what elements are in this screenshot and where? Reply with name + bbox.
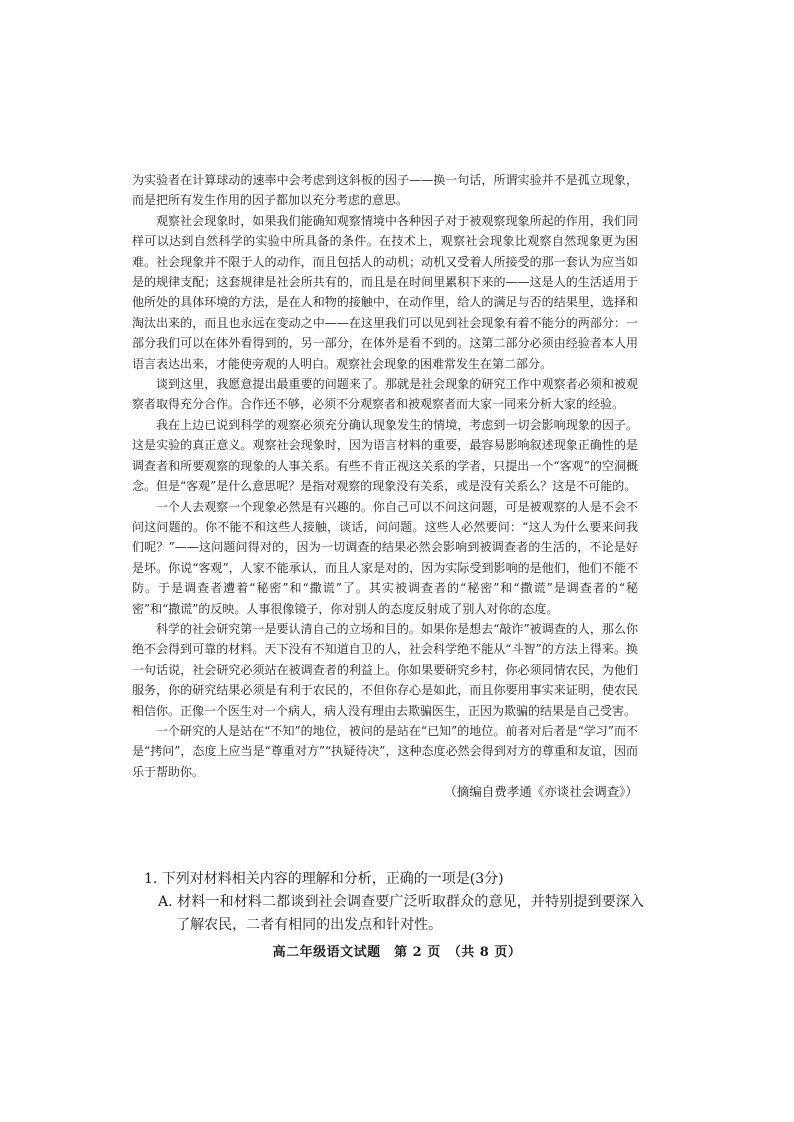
passage-source: （摘编自费孝通《亦谈社会调查》） bbox=[444, 784, 638, 800]
passage-paragraph-4: 我在上边已说到科学的观察必须充分确认现象发生的情境，考虑到一切会影响现象的因子。这是实验的真正意义。观察社会现象时，因为语言材料的重要，最容易影响叙述现象正确性的是调查者和所要观察的现象的人事关系。有些不肯正视这关系的学者，只提出一个“客观”的空洞概念。但是“客观”是什么意思呢？是指对观察的现象没有关系，或是没有关系么？这是不可能的。 bbox=[132, 417, 638, 494]
passage-paragraph-3: 谈到这里，我愿意提出最重要的问题来了。那就是社会现象的研究工作中观察者必须和被观察者取得充分合作。合作还不够，必须不分观察者和被观察者而大家一同来分析大家的经验。 bbox=[132, 377, 638, 412]
question-stem: 1. 下列对材料相关内容的理解和分析，正确的一项是(3分) bbox=[144, 871, 504, 887]
question-option-a: A. 材料一和材料二都谈到社会调查要广泛听取群众的意见，并特别提到要深入了解农民，二者有相同的出发点和针对性。 bbox=[158, 894, 644, 933]
passage-paragraph-2: 观察社会现象时，如果我们能确知观察情境中各种因子对于被观察现象所起的作用，我们同样可以达到自然科学的实验中所具备的条件。在技术上，观察社会现象比观察自然现象更为困难。社会现象并不限于人的动作，而且包括人的动机；动机又受着人所接受的那一套认为应当如是的规律支配；这套规律是社会所共有的，而且是在时间里累积下来的——这是人的生活适用于他所处的具体环境的方法，是在人和物的接触中，在动作里，给人的满足与否的结果里，选择和淘汰出来的，而且也永远在变动之中——在这里我们可以见到社会现象有着不能分的两部分：一部分我们可以在体外看得到的，另一部分，在体外是看不到的。这第二部分必须由经验者本人用语言表达出来，才能使旁观的人明白。观察社会现象的困难常发生在第二部分。 bbox=[132, 213, 638, 371]
passage-paragraph-6: 科学的社会研究第一是要认清自己的立场和目的。如果你是想去“敲诈”被调查的人，那么你绝不会得到可靠的材料。天下没有不知道自卫的人，社会科学绝不能从“斗智”的方法上得来。换一句话说，社会研究必须站在被调查者的利益上。你如果要研究乡村，你必须同情农民，为他们服务，你的研究结果必须是有利于农民的，不但你存心是如此，而且你要用事实来证明，使农民相信你。正像一个医生对一个病人，病人没有理由去欺骗医生，正因为欺骗的结果是自己受害。 bbox=[132, 621, 638, 718]
question-1 bbox=[144, 868, 644, 937]
page-footer: 高二年级语文试题 第 2 页 （共 8 页） bbox=[272, 945, 522, 960]
passage-paragraph-5: 一个人去观察一个现象必然是有兴趣的。你自己可以不问这问题，可是被观察的人是不会不问这问题的。你不能不和这些人接触，谈话，问问题。这些人必然要问：“这人为什么要来问我们呢？”——这问题问得对的，因为一切调查的结果必然会影响到被调查者的生活的，不论是好是坏。你说“客观”，人家不能承认，而且人家是对的，因为实际受到影响的是他们，他们不能不防。于是调查者遭着“秘密”和“撒谎”了。其实被调查者的“秘密”和“撒谎”是调查者的“秘密”和“撒谎”的反映。人事很像镜子，你对别人的态度反射成了别人对你的态度。 bbox=[132, 499, 638, 616]
reading-passage bbox=[132, 170, 638, 803]
passage-paragraph-7: 一个研究的人是站在“不知”的地位，被问的是站在“已知”的地位。前者对后者是“学习”而不是“拷问”，态度上应当是“尊重对方”“执疑待决”，这种态度必然会得到对方的尊重和友谊，因而乐于帮助你。 bbox=[132, 723, 638, 779]
passage-paragraph-1: 为实验者在计算球动的速率中会考虑到这斜板的因子——换一句话，所谓实验并不是孤立现象，而是把所有发生作用的因子都加以充分考虑的意思。 bbox=[132, 173, 638, 208]
